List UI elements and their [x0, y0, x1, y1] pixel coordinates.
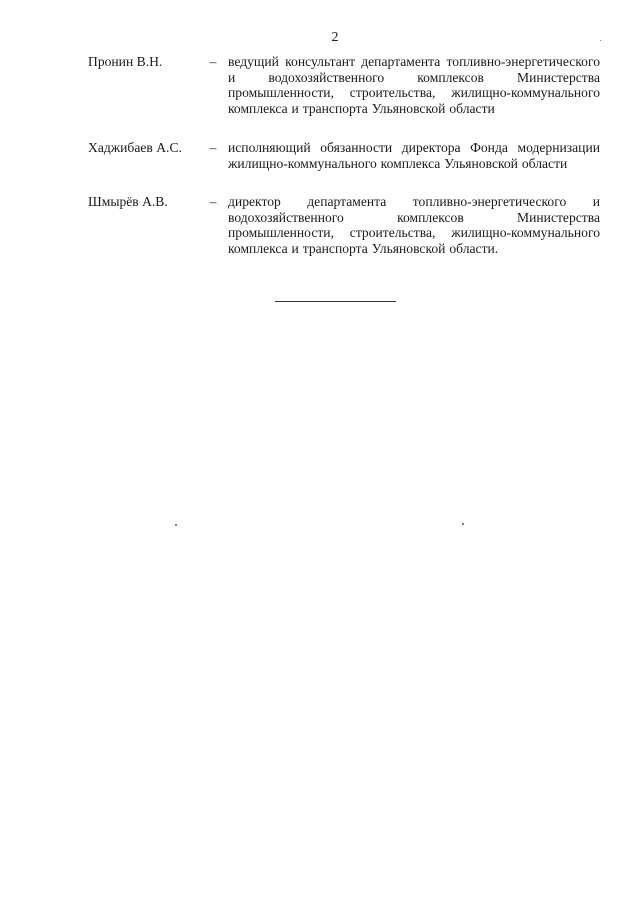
member-name: Шмырёв А.В. — [88, 194, 168, 209]
member-entry — [88, 194, 600, 256]
page-number: 2 — [331, 30, 339, 45]
scan-speck — [175, 524, 177, 526]
member-name: Пронин В.Н. — [88, 54, 163, 69]
end-of-list-rule — [275, 301, 396, 302]
member-position: директор департамента топливно-энергетического и водохозяйственного комплексов Министерства промышленности, строительства, жилищно-коммунального комплекса и транспорта Ульяновской области. — [228, 194, 600, 256]
member-position: ведущий консультант департамента топливно-энергетического и водохозяйственного комплексов Министерства промышленности, строительства, жилищно-коммунального комплекса и транспорта Ульяновской области — [228, 54, 600, 116]
dash-separator: – — [209, 140, 217, 155]
member-entry — [88, 54, 600, 116]
scan-speck — [600, 40, 601, 41]
member-position: исполняющий обязанности директора Фонда модернизации жилищно-коммунального комплекса Ульяновской области — [228, 140, 600, 171]
member-entry — [88, 140, 600, 171]
member-name: Хаджибаев А.С. — [88, 140, 182, 155]
dash-separator: – — [209, 54, 217, 69]
scan-speck — [462, 523, 464, 525]
dash-separator: – — [209, 194, 217, 209]
